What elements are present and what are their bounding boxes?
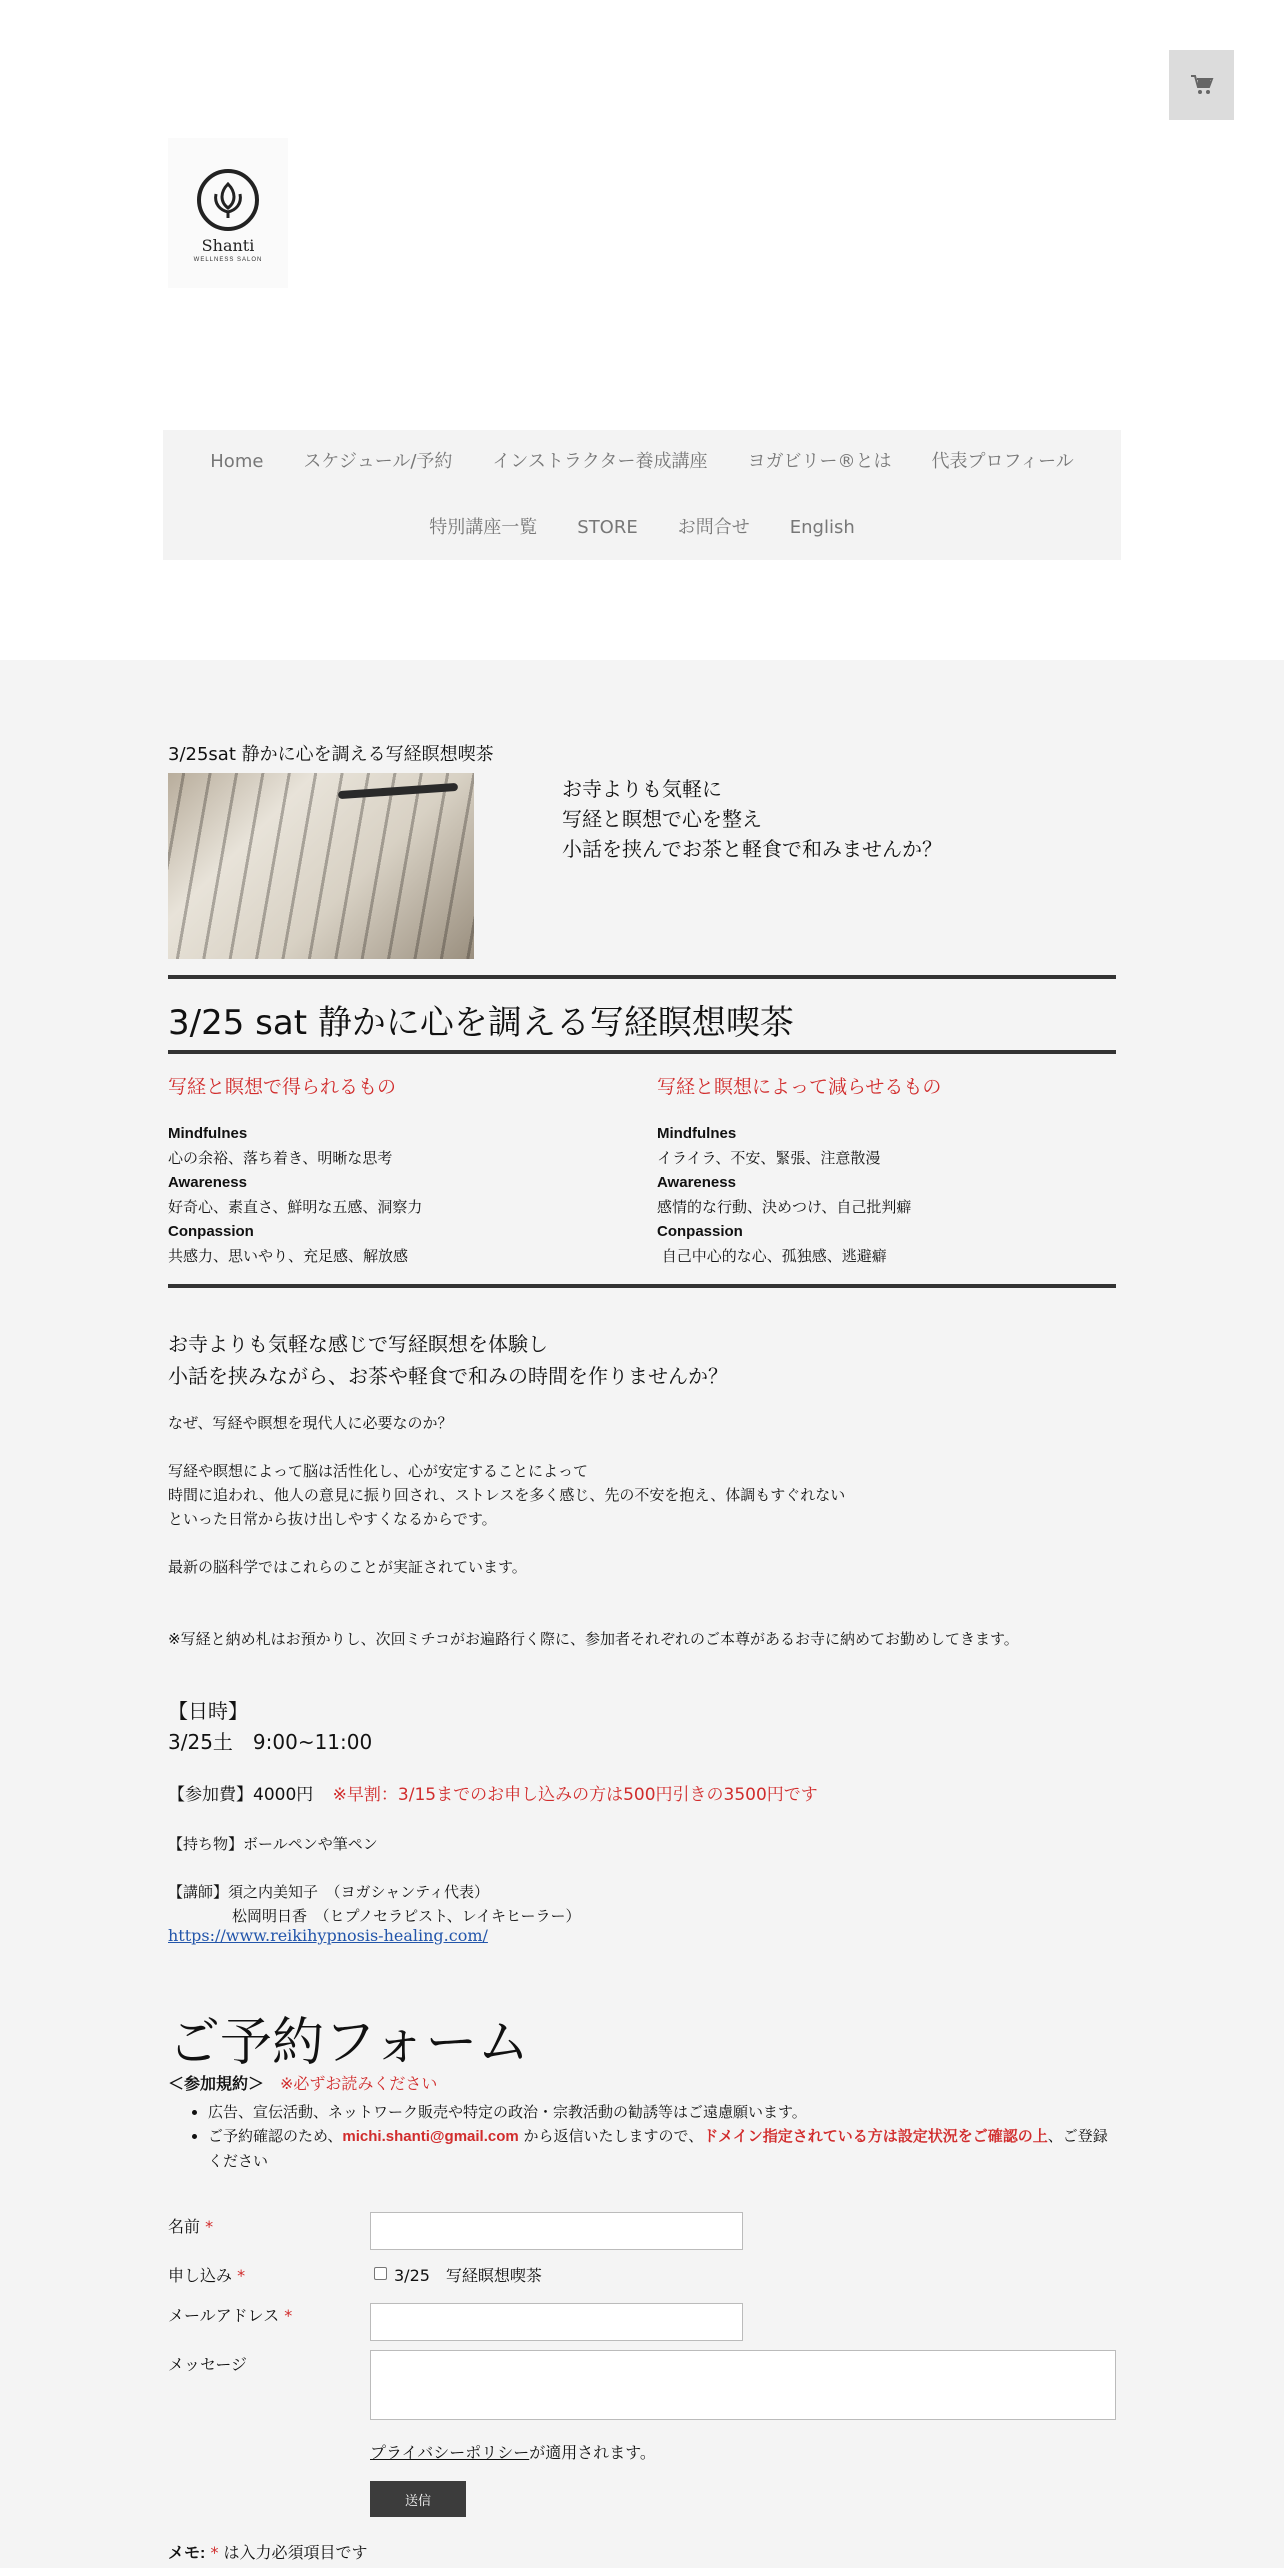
message-textarea[interactable]: [370, 2350, 1116, 2420]
site-logo[interactable]: [168, 138, 288, 288]
fee-line: [168, 1780, 818, 1805]
nav-item-special[interactable]: 特別講座一覧: [429, 517, 538, 538]
why-answer: 写経や瞑想によって脳は活性化し、心が安定することによって 時間に追われ、他人の意見に振り回され、ストレスを多く感じ、先の不安を抱え、体調もすぐれない といった日常から抜け出しやすくなるからです。: [168, 1462, 846, 1528]
nav-item-english[interactable]: English: [789, 517, 855, 538]
event-intro: お寺よりも気軽に 写経と瞑想で心を整え 小話を挟んでお茶と軽食で和みませんか？: [562, 777, 942, 861]
rules-list: [188, 2100, 1118, 2173]
rule-item: • 広告、宣伝活動、ネットワーク販売や特定の政治・宗教活動の勧誘等はご遠慮願います。: [208, 2100, 1118, 2124]
email-input[interactable]: [370, 2303, 743, 2341]
divider: [168, 975, 1116, 979]
date-label: 【日時】: [168, 1699, 248, 1723]
nav-item-schedule[interactable]: スケジュール/予約: [303, 451, 453, 472]
submit-button[interactable]: 送信: [370, 2481, 466, 2517]
memo-text: メモ: * は入力必須項目です: [168, 2543, 368, 2562]
nav-item-yogabilly[interactable]: ヨガビリー®とは: [747, 451, 892, 472]
lecturer-link[interactable]: https://www.reikihypnosis-healing.com/: [168, 1926, 488, 1945]
cart-icon: [1190, 74, 1214, 96]
logo-subtitle: WELLNESS SALON: [193, 257, 263, 263]
lecturer-2: 松岡明日香 （ヒプノセラピスト、レイキヒーラー）: [232, 1907, 581, 1925]
why-question: なぜ、写経や瞑想を現代人に必要なのか？: [168, 1414, 453, 1432]
lotus-logo-icon: [196, 168, 260, 232]
lecturer-1: 【講師】須之内美知子 （ヨガシャンティ代表）: [168, 1883, 490, 1901]
name-input[interactable]: [370, 2212, 743, 2250]
event-small-title: 3/25sat 静かに心を調える写経瞑想喫茶: [168, 744, 494, 765]
event-title: 3/25 sat 静かに心を調える写経瞑想喫茶: [168, 1003, 794, 1043]
form-title: ご予約フォーム: [168, 2013, 530, 2073]
nav-row-1: [163, 450, 1121, 474]
apply-option-label[interactable]: 3/25 写経瞑想喫茶: [394, 2266, 542, 2285]
email-label: メールアドレス *: [168, 2306, 293, 2325]
reductions-heading: 写経と瞑想によって減らせるもの: [657, 1076, 942, 1098]
date-value: 3/25土 9:00~11:00: [168, 1730, 373, 1754]
science-text: 最新の脳科学ではこれらのことが実証されています。: [168, 1558, 527, 1576]
sutra-photo: [168, 773, 474, 959]
reductions-list: Mindfulnes イライラ、不安、緊張、注意散漫 Awareness 感情的な行動、決めつけ、自己批判癖 Conpassion 自己中心的な心、孤独感、逃避癖: [657, 1125, 912, 1265]
nav-item-profile[interactable]: 代表プロフィール: [931, 451, 1074, 472]
site-header: [0, 0, 1284, 660]
reductions-column: [657, 1072, 1117, 1268]
benefits-heading: 写経と瞑想で得られるもの: [168, 1076, 397, 1098]
rules-note: ※必ずお読みください: [280, 2074, 438, 2093]
benefits-column: [168, 1072, 628, 1268]
benefits-list: Mindfulnes 心の余裕、落ち着き、明晰な思考 Awareness 好奇心、素直さ、鮮明な五感、洞察力 Conpassion 共感力、思いやり、充足感、解放感: [168, 1125, 423, 1265]
privacy-link[interactable]: プライバシーポリシー: [370, 2443, 530, 2462]
fee-discount: ※早割：3/15までのお申し込みの方は500円引きの3500円です: [332, 1785, 818, 1805]
main-content: [0, 660, 1284, 2568]
divider: [168, 1284, 1116, 1288]
nav-row-2: [163, 516, 1121, 540]
nav-item-instructor[interactable]: インストラクター養成講座: [492, 451, 708, 472]
cart-button[interactable]: [1169, 50, 1234, 120]
divider: [168, 1050, 1116, 1054]
rule-item: • ご予約確認のため、michi.shanti@gmail.com から返信いたしますので、ドメイン指定されている方は設定状況をご確認の上、ご登録ください: [208, 2124, 1118, 2173]
apply-checkbox[interactable]: [374, 2267, 387, 2280]
message-label: メッセージ: [168, 2355, 248, 2374]
nav-item-contact[interactable]: お問合せ: [677, 517, 750, 538]
lead-text: お寺よりも気軽な感じで写経瞑想を体験し 小話を挟みながら、お茶や軽食で和みの時間を作りませんか？: [168, 1332, 728, 1388]
bring-text: 【持ち物】ボールペンや筆ペン: [168, 1835, 378, 1853]
contact-email: michi.shanti@gmail.com: [342, 2128, 519, 2145]
nav-item-store[interactable]: STORE: [577, 517, 638, 538]
apply-label: 申し込み *: [168, 2266, 246, 2285]
rules-label: ＜参加規約＞: [168, 2074, 265, 2093]
note-text: ※写経と納め札はお預かりし、次回ミチコがお遍路行く際に、参加者それぞれのご本尊があるお寺に納めてお勤めしてきます。: [168, 1630, 1019, 1648]
name-label: 名前 *: [168, 2217, 214, 2236]
fee-label: 【参加費】4000円: [168, 1785, 314, 1805]
main-nav: [163, 430, 1121, 560]
logo-name: Shanti: [201, 236, 255, 255]
privacy-notice: プライバシーポリシーが適用されます。: [370, 2443, 656, 2462]
nav-item-home[interactable]: Home: [210, 451, 264, 472]
